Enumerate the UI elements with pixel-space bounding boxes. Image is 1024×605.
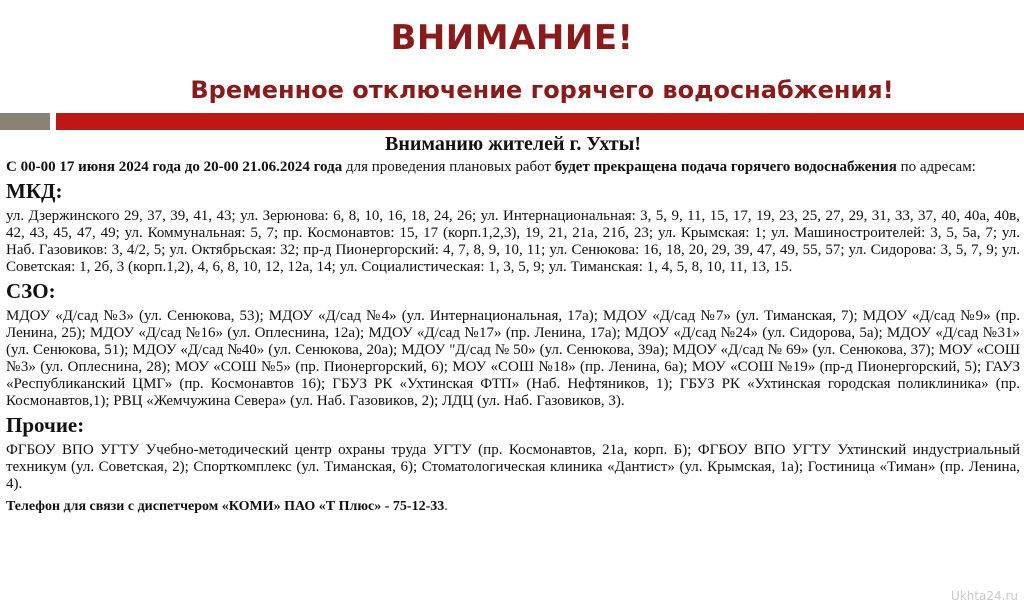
notice-content: [6, 133, 1020, 515]
section-title-mkd: МКД:: [6, 179, 63, 203]
section-text-other: ФГБОУ ВПО УГТУ Учебно-методический центр охраны труда УГТУ (пр. Космонавтов, 21а, корп. Б); ФГБОУ ВПО УГТУ Ухтинский индустриальный техникум (ул. Советская, 2); Спорткомплекс (ул. Тиманская, 6); Стоматологическая клиника «Дантист» (ул. Крымская, 1а); Гостиница «Тиман» (пр. Ленина, 4).: [6, 442, 1020, 492]
watermark: Ukhta24.ru: [950, 589, 1018, 603]
intro-text-1: для проведения плановых работ: [342, 159, 555, 175]
contact-text: Телефон для связи с диспетчером «КОМИ» ПАО «Т Плюс» - 75-12-33: [6, 499, 445, 514]
contact-line: [6, 499, 1020, 515]
page-title: ВНИМАНИЕ!: [390, 18, 634, 58]
intro-text-2: по адресам:: [896, 159, 976, 175]
section-text-szo: МДОУ «Д/сад №3» (ул. Сенюкова, 53); МДОУ «Д/сад №4» (ул. Интернациональная, 17а); МДОУ «Д/сад №7» (ул. Тиманская, 7); МДОУ «Д/сад №9» (пр. Ленина, 25); МДОУ «Д/сад №16» (ул. Оплеснина, 12а); МДОУ «Д/сад №17» (пр. Ленина, 17а); МДОУ «Д/сад №24» (ул. Сидорова, 5а); МДОУ «Д/сад №31» (ул. Сенюкова, 51); МДОУ «Д/сад №40» (ул. Сенюкова, 20а); МДОУ "Д/сад № 50» (ул. Сенюкова, 39а); МДОУ «Д/сад № 69» (ул. Сенюкова, 37); МОУ «СОШ №3» (ул. Оплеснина, 28); МОУ «СОШ №5» (пр. Пионергорский, 6); МОУ «СОШ №18» (пр. Ленина, 6а); МОУ «СОШ №19» (пр-д Пионергорский, 5); ГАУЗ «Республиканский ЦМГ» (пр. Космонавтов 16); ГБУЗ РК «Ухтинская ФТП» (Наб. Нефтяников, 1); ГБУЗ РК «Ухтинская городская поликлиника» (пр. Космонавтов,1); РВЦ «Жемчужина Севера» (ул. Наб. Газовиков, 2); ЛДЦ (ул. Наб. Газовиков, 3).: [6, 308, 1020, 409]
intro-dates: С 00-00 17 июня 2024 года до 20-00 21.06.2024 года: [6, 159, 343, 175]
contact-end: .: [444, 499, 448, 514]
decorative-bar-grey: [0, 113, 50, 130]
intro-shutdown: будет прекращена подача горячего водоснабжения: [554, 159, 897, 175]
section-title-other: Прочие:: [6, 413, 85, 437]
notice-intro: [6, 159, 1020, 176]
notice-heading: Вниманию жителей г. Ухты!: [384, 133, 641, 155]
decorative-bar-red: [56, 113, 1024, 130]
page-subtitle: Временное отключение горячего водоснабжения!: [190, 76, 894, 104]
section-title-szo: СЗО:: [6, 279, 56, 303]
section-text-mkd: ул. Дзержинского 29, 37, 39, 41, 43; ул. Зерюнова: 6, 8, 10, 16, 18, 24, 26; ул. Интернациональная: 3, 5, 9, 11, 15, 17, 19, 23, 25, 27, 29, 31, 33, 37, 40, 40а, 40в, 42, 43, 45, 47, 49; ул. Коммунальная: 5, 7; пр. Космонавтов: 15, 17 (корп.1,2,3), 19, 21, 21а, 21б, 23; ул. Крымская: 1; ул. Машиностроителей: 3, 5, 5а, 7; ул. Наб. Газовиков: 3, 4/2, 5; ул. Октябрьская: 32; пр-д Пионергорский: 4, 7, 8, 9, 10, 11; ул. Сенюкова: 16, 18, 20, 29, 39, 47, 49, 55, 57; ул. Сидорова: 3, 5, 7, 9; ул. Советская: 1, 2б, 3 (корп.1,2), 4, 6, 8, 10, 12, 12а, 14; ул. Социалистическая: 1, 3, 5, 9; ул. Тиманская: 1, 4, 5, 8, 10, 11, 13, 15.: [6, 208, 1020, 275]
